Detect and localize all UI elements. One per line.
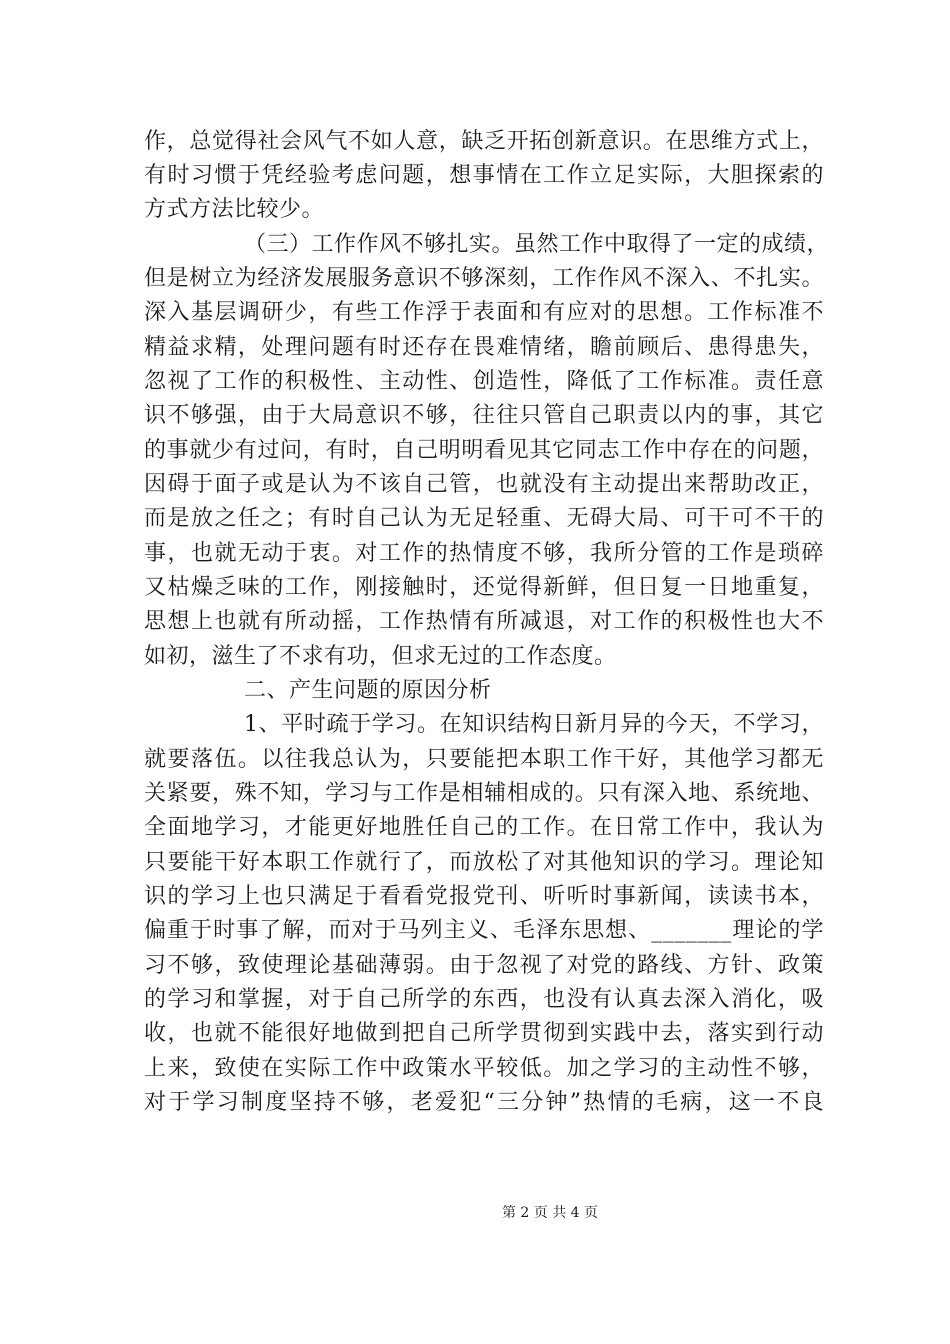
text-line: 收，也就不能很好地做到把自己所学贯彻到实践中去，落实到行动 xyxy=(144,1021,824,1046)
text-line: 精益求精，处理问题有时还存在畏难情绪，瞻前顾后、患得患失， xyxy=(144,335,824,360)
section-heading: 二、产生问题的原因分析 xyxy=(244,678,492,703)
text-line: 的事就少有过问，有时，自己明明看见其它同志工作中存在的问题， xyxy=(144,438,824,463)
text-line: 习不够，致使理论基础薄弱。由于忽视了对党的路线、方针、政策 xyxy=(144,953,824,978)
text-line: 深入基层调研少，有些工作浮于表面和有应对的思想。工作标准不 xyxy=(144,300,824,325)
text-line: 的学习和掌握，对于自己所学的东西，也没有认真去深入消化，吸 xyxy=(144,987,824,1012)
text-line: 只要能干好本职工作就行了，而放松了对其他知识的学习。理论知 xyxy=(144,850,824,875)
page-number-footer: 第 2 页 共 4 页 xyxy=(501,1205,599,1221)
text-line: 识不够强，由于大局意识不够，往往只管自己职责以内的事，其它 xyxy=(144,403,824,428)
text-line: 如初，滋生了不求有功，但求无过的工作态度。 xyxy=(144,644,617,669)
text-line: 方式方法比较少。 xyxy=(144,197,325,222)
text-line: 作，总觉得社会风气不如人意，缺乏开拓创新意识。在思维方式上， xyxy=(144,129,824,154)
text-line: 全面地学习，才能更好地胜任自己的工作。在日常工作中，我认为 xyxy=(144,815,824,840)
text-line: 识的学习上也只满足于看看党报党刊、听听时事新闻，读读书本， xyxy=(144,884,824,909)
text-line: 因碍于面子或是认为不该自己管，也就没有主动提出来帮助改正， xyxy=(144,472,824,497)
text-line: 思想上也就有所动摇，工作热情有所减退，对工作的积极性也大不 xyxy=(144,609,824,634)
text-line: 对于学习制度坚持不够，老爱犯“三分钟”热情的毛病，这一不良 xyxy=(144,1090,824,1115)
text-line: 忽视了工作的积极性、主动性、创造性，降低了工作标准。责任意 xyxy=(144,369,824,394)
text-line: 但是树立为经济发展服务意识不够深刻，工作作风不深入、不扎实。 xyxy=(144,266,824,291)
text-line: 上来，致使在实际工作中政策水平较低。加之学习的主动性不够， xyxy=(144,1056,824,1081)
text-line: 偏重于时事了解，而对于马列主义、毛泽东思想、_______理论的学 xyxy=(144,918,824,943)
text-line: 就要落伍。以往我总认为，只要能把本职工作干好，其他学习都无 xyxy=(144,747,824,772)
text-line: 而是放之任之；有时自己认为无足轻重、无碍大局、可干可不干的 xyxy=(144,506,824,531)
text-line: 事，也就无动于衷。对工作的热情度不够，我所分管的工作是琐碎 xyxy=(144,541,824,566)
paragraph-heading-line: 1、平时疏于学习。在知识结构日新月异的今天，不学习， xyxy=(244,712,824,737)
text-line: 又枯燥乏味的工作，刚接触时，还觉得新鲜，但日复一日地重复， xyxy=(144,575,824,600)
paragraph-heading-line: （三）工作作风不够扎实。虽然工作中取得了一定的成绩， xyxy=(244,232,830,257)
text-line: 有时习惯于凭经验考虑问题，想事情在工作立足实际，大胆探索的 xyxy=(144,163,824,188)
text-line: 关紧要，殊不知，学习与工作是相辅相成的。只有深入地、系统地、 xyxy=(144,781,824,806)
